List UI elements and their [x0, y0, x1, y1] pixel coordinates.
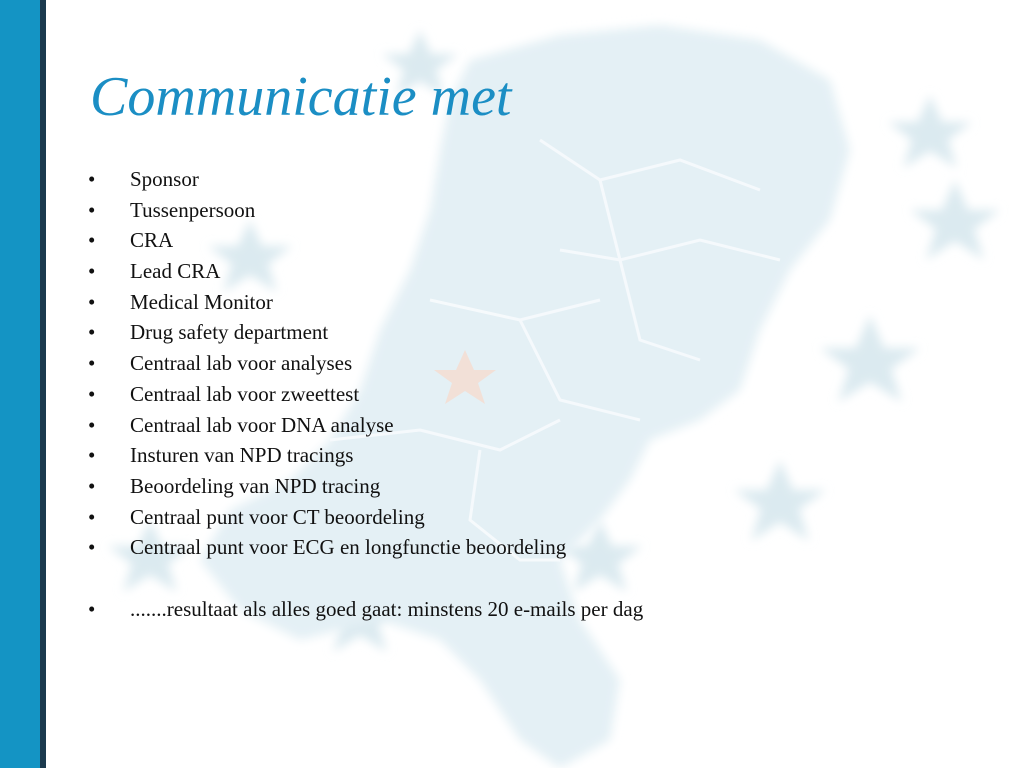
- list-item: [84, 256, 643, 287]
- list-item-text: Medical Monitor: [130, 289, 273, 314]
- list-item: [84, 195, 643, 226]
- conclusion-item: [84, 594, 643, 625]
- bullet-dot-icon: •: [88, 259, 96, 284]
- eu-star-icon: [910, 180, 1000, 260]
- bullet-dot-icon: •: [88, 351, 96, 376]
- bullet-dot-icon: •: [88, 504, 96, 529]
- list-item-text: Centraal punt voor ECG en longfunctie beoordeling: [130, 535, 567, 560]
- list-item-text: Centraal lab voor analyses: [130, 351, 353, 376]
- list-item-text: Insturen van NPD tracings: [130, 443, 354, 468]
- list-item: [84, 502, 643, 533]
- eu-star-icon: [734, 460, 826, 541]
- list-item: [84, 164, 643, 195]
- bullet-dot-icon: •: [88, 443, 96, 468]
- list-item-text: Centraal lab voor DNA analyse: [130, 412, 394, 437]
- bullet-list: [84, 164, 643, 624]
- list-item-text: Sponsor: [130, 167, 199, 191]
- bullet-dot-icon: •: [88, 167, 96, 191]
- bullet-dot-icon: •: [88, 320, 96, 345]
- list-item-text: Beoordeling van NPD tracing: [130, 473, 381, 498]
- list-item: [84, 379, 643, 410]
- list-item-text: CRA: [130, 228, 174, 253]
- bullet-dot-icon: •: [88, 228, 96, 253]
- list-item-text: Drug safety department: [130, 320, 329, 345]
- list-item: [84, 287, 643, 318]
- list-item: [84, 317, 643, 348]
- list-item-text: Tussenpersoon: [130, 197, 256, 222]
- list-item: [84, 532, 643, 563]
- slide-title: Communicatie met: [90, 66, 512, 128]
- conclusion-text: .......resultaat als alles goed gaat: minstens 20 e-mails per dag: [130, 596, 644, 621]
- eu-star-icon: [888, 95, 972, 168]
- bullet-dot-icon: •: [88, 473, 96, 498]
- eu-star-icon: [820, 315, 920, 402]
- list-item-text: Centraal punt voor CT beoordeling: [130, 504, 425, 529]
- list-item: [84, 225, 643, 256]
- list-item: [84, 348, 643, 379]
- list-item: [84, 410, 643, 441]
- list-item: [84, 471, 643, 502]
- bullet-dot-icon: •: [88, 412, 96, 437]
- list-item-text: Centraal lab voor zweettest: [130, 381, 360, 406]
- bullet-dot-icon: •: [88, 289, 96, 314]
- bullet-dot-icon: •: [88, 535, 96, 560]
- list-item: [84, 440, 643, 471]
- bullet-dot-icon: •: [88, 197, 96, 222]
- bullet-dot-icon: •: [88, 596, 96, 621]
- bullet-dot-icon: •: [88, 381, 96, 406]
- list-item-text: Lead CRA: [130, 259, 221, 284]
